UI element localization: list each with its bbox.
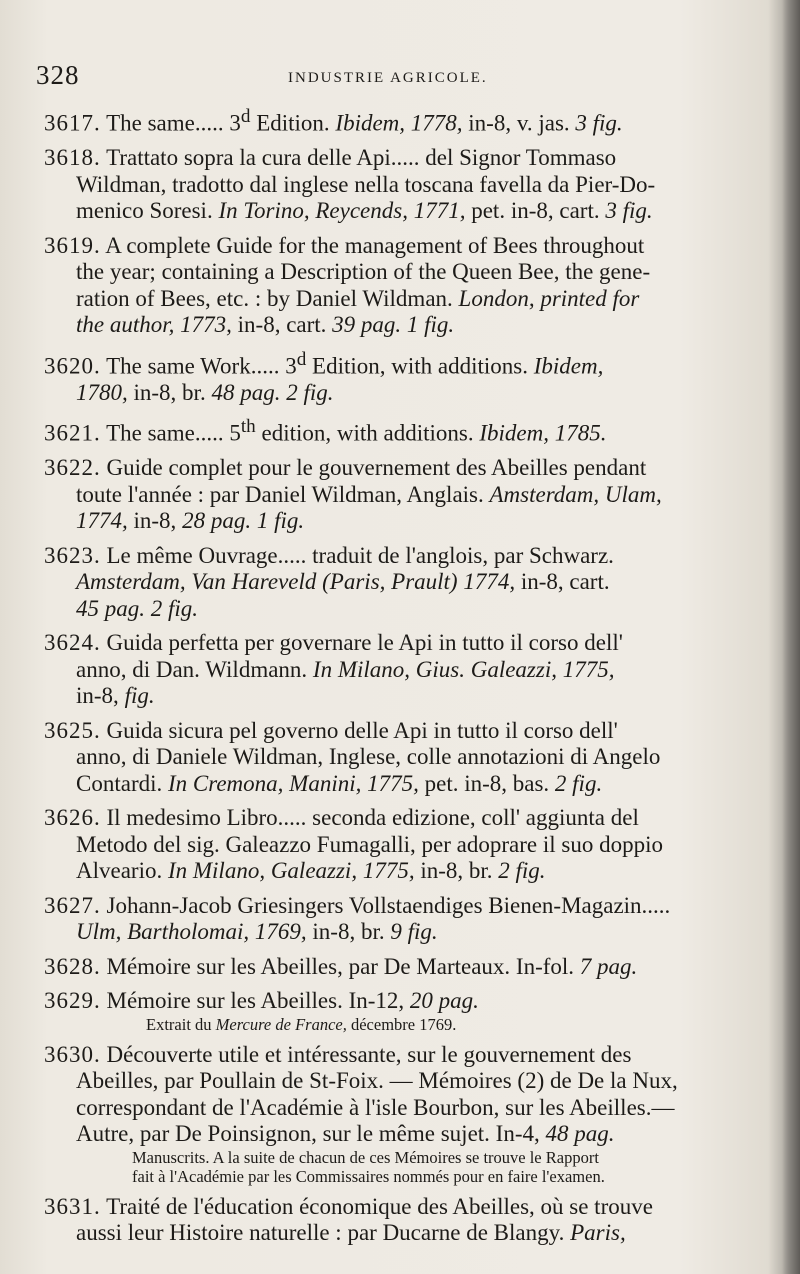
- catalog-entry-3629: [36, 988, 766, 1034]
- running-head: INDUSTRIE AGRICOLE.: [288, 70, 488, 86]
- entry-continuation-line: 1774, in-8, 28 pag. 1 fig.: [76, 508, 305, 534]
- entry-continuation-line: in-8, fig.: [76, 683, 155, 709]
- entry-note: fait à l'Académie par les Commissaires nommés pour en faire l'examen.: [132, 1166, 605, 1186]
- page-header: [36, 60, 756, 96]
- bibliography-entries: [36, 104, 766, 1255]
- catalog-entry-3621: [36, 414, 766, 447]
- catalog-entry-3631: [36, 1194, 766, 1247]
- entry-first-line: 3619. A complete Guide for the management of Bees throughout: [44, 232, 645, 258]
- catalog-entry-3630: [36, 1042, 766, 1186]
- entry-number: 3617.: [44, 110, 101, 136]
- entry-continuation-line: Wildman, tradotto dal inglese nella toscana favella da Pier-Do-: [76, 171, 656, 197]
- entry-continuation-line: Ulm, Bartholomai, 1769, in-8, br. 9 fig.: [76, 919, 438, 945]
- entry-first-line: 3631. Traité de l'éducation économique des Abeilles, où se trouve: [44, 1193, 653, 1219]
- entry-number: 3631.: [44, 1193, 101, 1219]
- page-gutter-shadow: [782, 0, 800, 1274]
- entry-number: 3622.: [44, 455, 101, 481]
- entry-note: Extrait du Mercure de France, décembre 1769.: [146, 1014, 457, 1034]
- entry-first-line: 3620. The same Work..... 3$^d$ Edition, with additions. Ibidem,: [44, 348, 604, 379]
- entry-number: 3624.: [44, 630, 101, 656]
- catalog-entry-3617: [36, 104, 766, 137]
- entry-continuation-line: 1780, in-8, br. 48 pag. 2 fig.: [76, 379, 334, 405]
- entry-first-line: 3622. Guide complet pour le gouvernement des Abeilles pendant: [44, 455, 647, 481]
- catalog-entry-3624: [36, 630, 766, 710]
- entry-continuation-line: correspondant de l'Académie à l'isle Bourbon, sur les Abeilles.—: [76, 1094, 675, 1120]
- entry-continuation-line: menico Soresi. In Torino, Reycends, 1771, pet. in-8, cart. 3 fig.: [76, 198, 653, 224]
- catalog-entry-3618: [36, 145, 766, 225]
- page-number: 328: [36, 60, 80, 90]
- catalog-entry-3627: [36, 893, 766, 946]
- entry-number: 3630.: [44, 1041, 101, 1067]
- entry-first-line: 3630. Découverte utile et intéressante, sur le gouvernement des: [44, 1041, 632, 1067]
- catalog-entry-3619: [36, 233, 766, 339]
- entry-continuation-line: ration of Bees, etc. : by Daniel Wildman. London, printed for: [76, 285, 640, 311]
- entry-number: 3618.: [44, 145, 101, 171]
- entry-first-line: 3629. Mémoire sur les Abeilles. In-12, 20 pag.: [44, 988, 479, 1014]
- entry-first-line: 3617. The same..... 3$^d$ Edition. Ibidem, 1778, in-8, v. jas. 3 fig.: [44, 106, 623, 136]
- entry-number: 3620.: [44, 353, 101, 379]
- entry-continuation-line: the author, 1773, in-8, cart. 39 pag. 1 fig.: [76, 312, 455, 338]
- entry-first-line: 3626. Il medesimo Libro..... seconda edizione, coll' aggiunta del: [44, 805, 639, 831]
- entry-first-line: 3624. Guida perfetta per governare le Api in tutto il corso dell': [44, 630, 623, 656]
- entry-note: Manuscrits. A la suite de chacun de ces Mémoires se trouve le Rapport: [132, 1147, 599, 1167]
- entry-continuation-line: Metodo del sig. Galeazzo Fumagalli, per adoprare il suo doppio: [76, 831, 663, 857]
- catalog-entry-3620: [36, 347, 766, 407]
- entry-first-line: 3627. Johann-Jacob Griesingers Vollstaendiges Bienen-Magazin.....: [44, 892, 671, 918]
- catalog-entry-3628: [36, 954, 766, 981]
- catalog-entry-3626: [36, 805, 766, 885]
- entry-number: 3621.: [44, 420, 101, 446]
- entry-number: 3623.: [44, 542, 101, 568]
- catalog-entry-3623: [36, 543, 766, 623]
- entry-continuation-line: Autre, par De Poinsignon, sur le même sujet. In-4, 48 pag.: [76, 1121, 615, 1147]
- entry-number: 3629.: [44, 988, 101, 1014]
- entry-number: 3619.: [44, 232, 101, 258]
- entry-continuation-line: Contardi. In Cremona, Manini, 1775, pet. in-8, bas. 2 fig.: [76, 770, 603, 796]
- entry-continuation-line: Amsterdam, Van Hareveld (Paris, Prault) 1774, in-8, cart.: [76, 569, 610, 595]
- entry-number: 3628.: [44, 953, 101, 979]
- entry-continuation-line: Alveario. In Milano, Galeazzi, 1775, in-8, br. 2 fig.: [76, 858, 546, 884]
- entry-continuation-line: Abeilles, par Poullain de St-Foix. — Mémoires (2) de De la Nux,: [76, 1068, 678, 1094]
- entry-continuation-line: anno, di Daniele Wildman, Inglese, colle annotazioni di Angelo: [76, 744, 661, 770]
- entry-continuation-line: the year; containing a Description of the Queen Bee, the gene-: [76, 259, 651, 285]
- catalog-entry-3622: [36, 455, 766, 535]
- entry-first-line: 3623. Le même Ouvrage..... traduit de l'anglois, par Schwarz.: [44, 542, 614, 568]
- catalog-entry-3625: [36, 718, 766, 798]
- entry-continuation-line: 45 pag. 2 fig.: [76, 595, 199, 621]
- entry-first-line: 3628. Mémoire sur les Abeilles, par De Marteaux. In-fol. 7 pag.: [44, 953, 638, 979]
- entry-continuation-line: anno, di Dan. Wildmann. In Milano, Gius. Galeazzi, 1775,: [76, 656, 615, 682]
- entry-first-line: 3625. Guida sicura pel governo delle Api in tutto il corso dell': [44, 717, 618, 743]
- entry-number: 3627.: [44, 892, 101, 918]
- entry-number: 3626.: [44, 805, 101, 831]
- entry-continuation-line: aussi leur Histoire naturelle : par Ducarne de Blangy. Paris,: [76, 1220, 626, 1246]
- entry-first-line: 3621. The same..... 5th edition, with additions. Ibidem, 1785.: [44, 416, 607, 446]
- entry-number: 3625.: [44, 717, 101, 743]
- entry-continuation-line: toute l'année : par Daniel Wildman, Anglais. Amsterdam, Ulam,: [76, 481, 662, 507]
- entry-first-line: 3618. Trattato sopra la cura delle Api..... del Signor Tommaso: [44, 145, 617, 171]
